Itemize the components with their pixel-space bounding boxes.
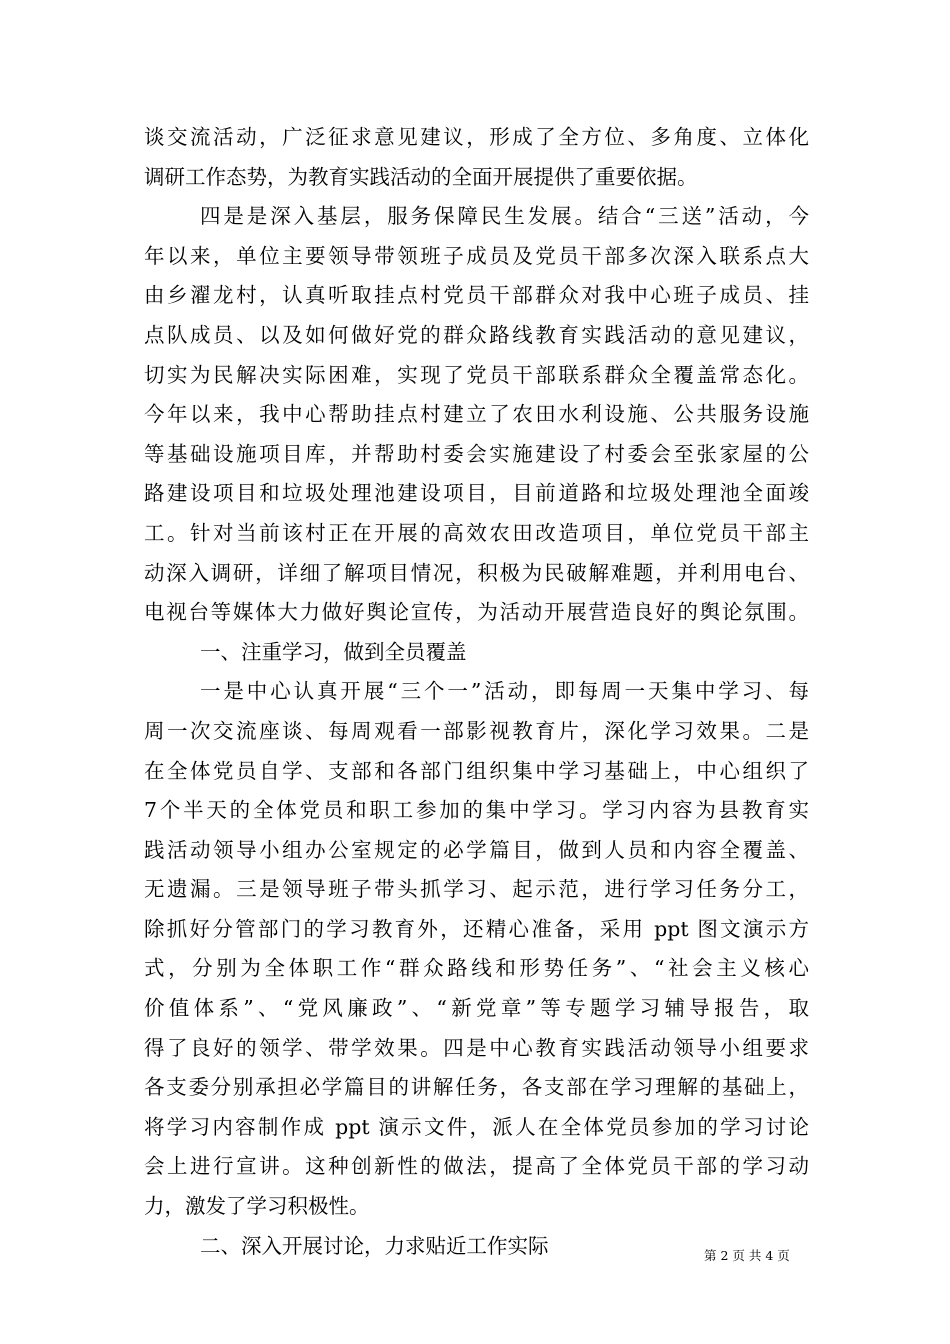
text-line: 各支委分别承担必学篇目的讲解任务，各支部在学习理解的基础上， bbox=[144, 1075, 809, 1100]
text-line: 将学习内容制作成 ppt 演示文件，派人在全体党员参加的学习讨论 bbox=[144, 1114, 809, 1139]
text-line: 谈交流活动，广泛征求意见建议，形成了全方位、多角度、立体化 bbox=[144, 125, 809, 149]
text-line: 力，激发了学习积极性。 bbox=[144, 1194, 370, 1219]
text-line: 价值体系”、“党风廉政”、“新党章”等专题学习辅导报告，取 bbox=[144, 996, 809, 1021]
text-line: 点队成员、以及如何做好党的群众路线教育实践活动的意见建议， bbox=[144, 322, 809, 347]
page-number-footer: 第 2 页 共 4 页 bbox=[704, 1248, 790, 1263]
text-line: 年以来，单位主要领导带领班子成员及党员干部多次深入联系点大 bbox=[144, 243, 809, 268]
text-line: 式，分别为全体职工作“群众路线和形势任务”、“社会主义核心 bbox=[144, 956, 809, 981]
text-line: 由乡濯龙村，认真听取挂点村党员干部群众对我中心班子成员、挂 bbox=[144, 283, 809, 308]
text-line: 一、注重学习，做到全员覆盖 bbox=[200, 639, 467, 664]
text-line: 四是是深入基层，服务保障民生发展。结合“三送”活动，今 bbox=[200, 204, 809, 229]
text-line: 二、深入开展讨论，力求贴近工作实际 bbox=[200, 1233, 549, 1258]
text-line: 一是中心认真开展“三个一”活动，即每周一天集中学习、每 bbox=[200, 679, 809, 704]
text-line: 调研工作态势，为教育实践活动的全面开展提供了重要依据。 bbox=[144, 164, 698, 189]
text-line: 除抓好分管部门的学习教育外，还精心准备，采用 ppt 图文演示方 bbox=[144, 916, 809, 941]
body-text bbox=[144, 118, 809, 1266]
text-line: 动深入调研，详细了解项目情况，积极为民破解难题，并利用电台、 bbox=[144, 560, 809, 585]
text-line: 工。针对当前该村正在开展的高效农田改造项目，单位党员干部主 bbox=[144, 520, 809, 545]
text-line: 切实为民解决实际困难，实现了党员干部联系群众全覆盖常态化。 bbox=[144, 362, 809, 387]
text-line: 7个半天的全体党员和职工参加的集中学习。学习内容为县教育实 bbox=[144, 798, 809, 823]
text-line: 践活动领导小组办公室规定的必学篇目，做到人员和内容全覆盖、 bbox=[144, 837, 809, 862]
text-line: 周一次交流座谈、每周观看一部影视教育片，深化学习效果。二是 bbox=[144, 718, 809, 743]
text-line: 得了良好的领学、带学效果。四是中心教育实践活动领导小组要求 bbox=[144, 1035, 809, 1060]
text-line: 今年以来，我中心帮助挂点村建立了农田水利设施、公共服务设施 bbox=[144, 402, 809, 427]
text-line: 路建设项目和垃圾处理池建设项目，目前道路和垃圾处理池全面竣 bbox=[144, 481, 809, 506]
text-line: 电视台等媒体大力做好舆论宣传，为活动开展营造良好的舆论氛围。 bbox=[144, 600, 809, 625]
text-line: 等基础设施项目库，并帮助村委会实施建设了村委会至张家屋的公 bbox=[144, 441, 809, 466]
text-line: 在全体党员自学、支部和各部门组织集中学习基础上，中心组织了 bbox=[144, 758, 809, 783]
text-line: 无遗漏。三是领导班子带头抓学习、起示范，进行学习任务分工， bbox=[144, 877, 809, 902]
text-line: 会上进行宣讲。这种创新性的做法，提高了全体党员干部的学习动 bbox=[144, 1154, 809, 1179]
